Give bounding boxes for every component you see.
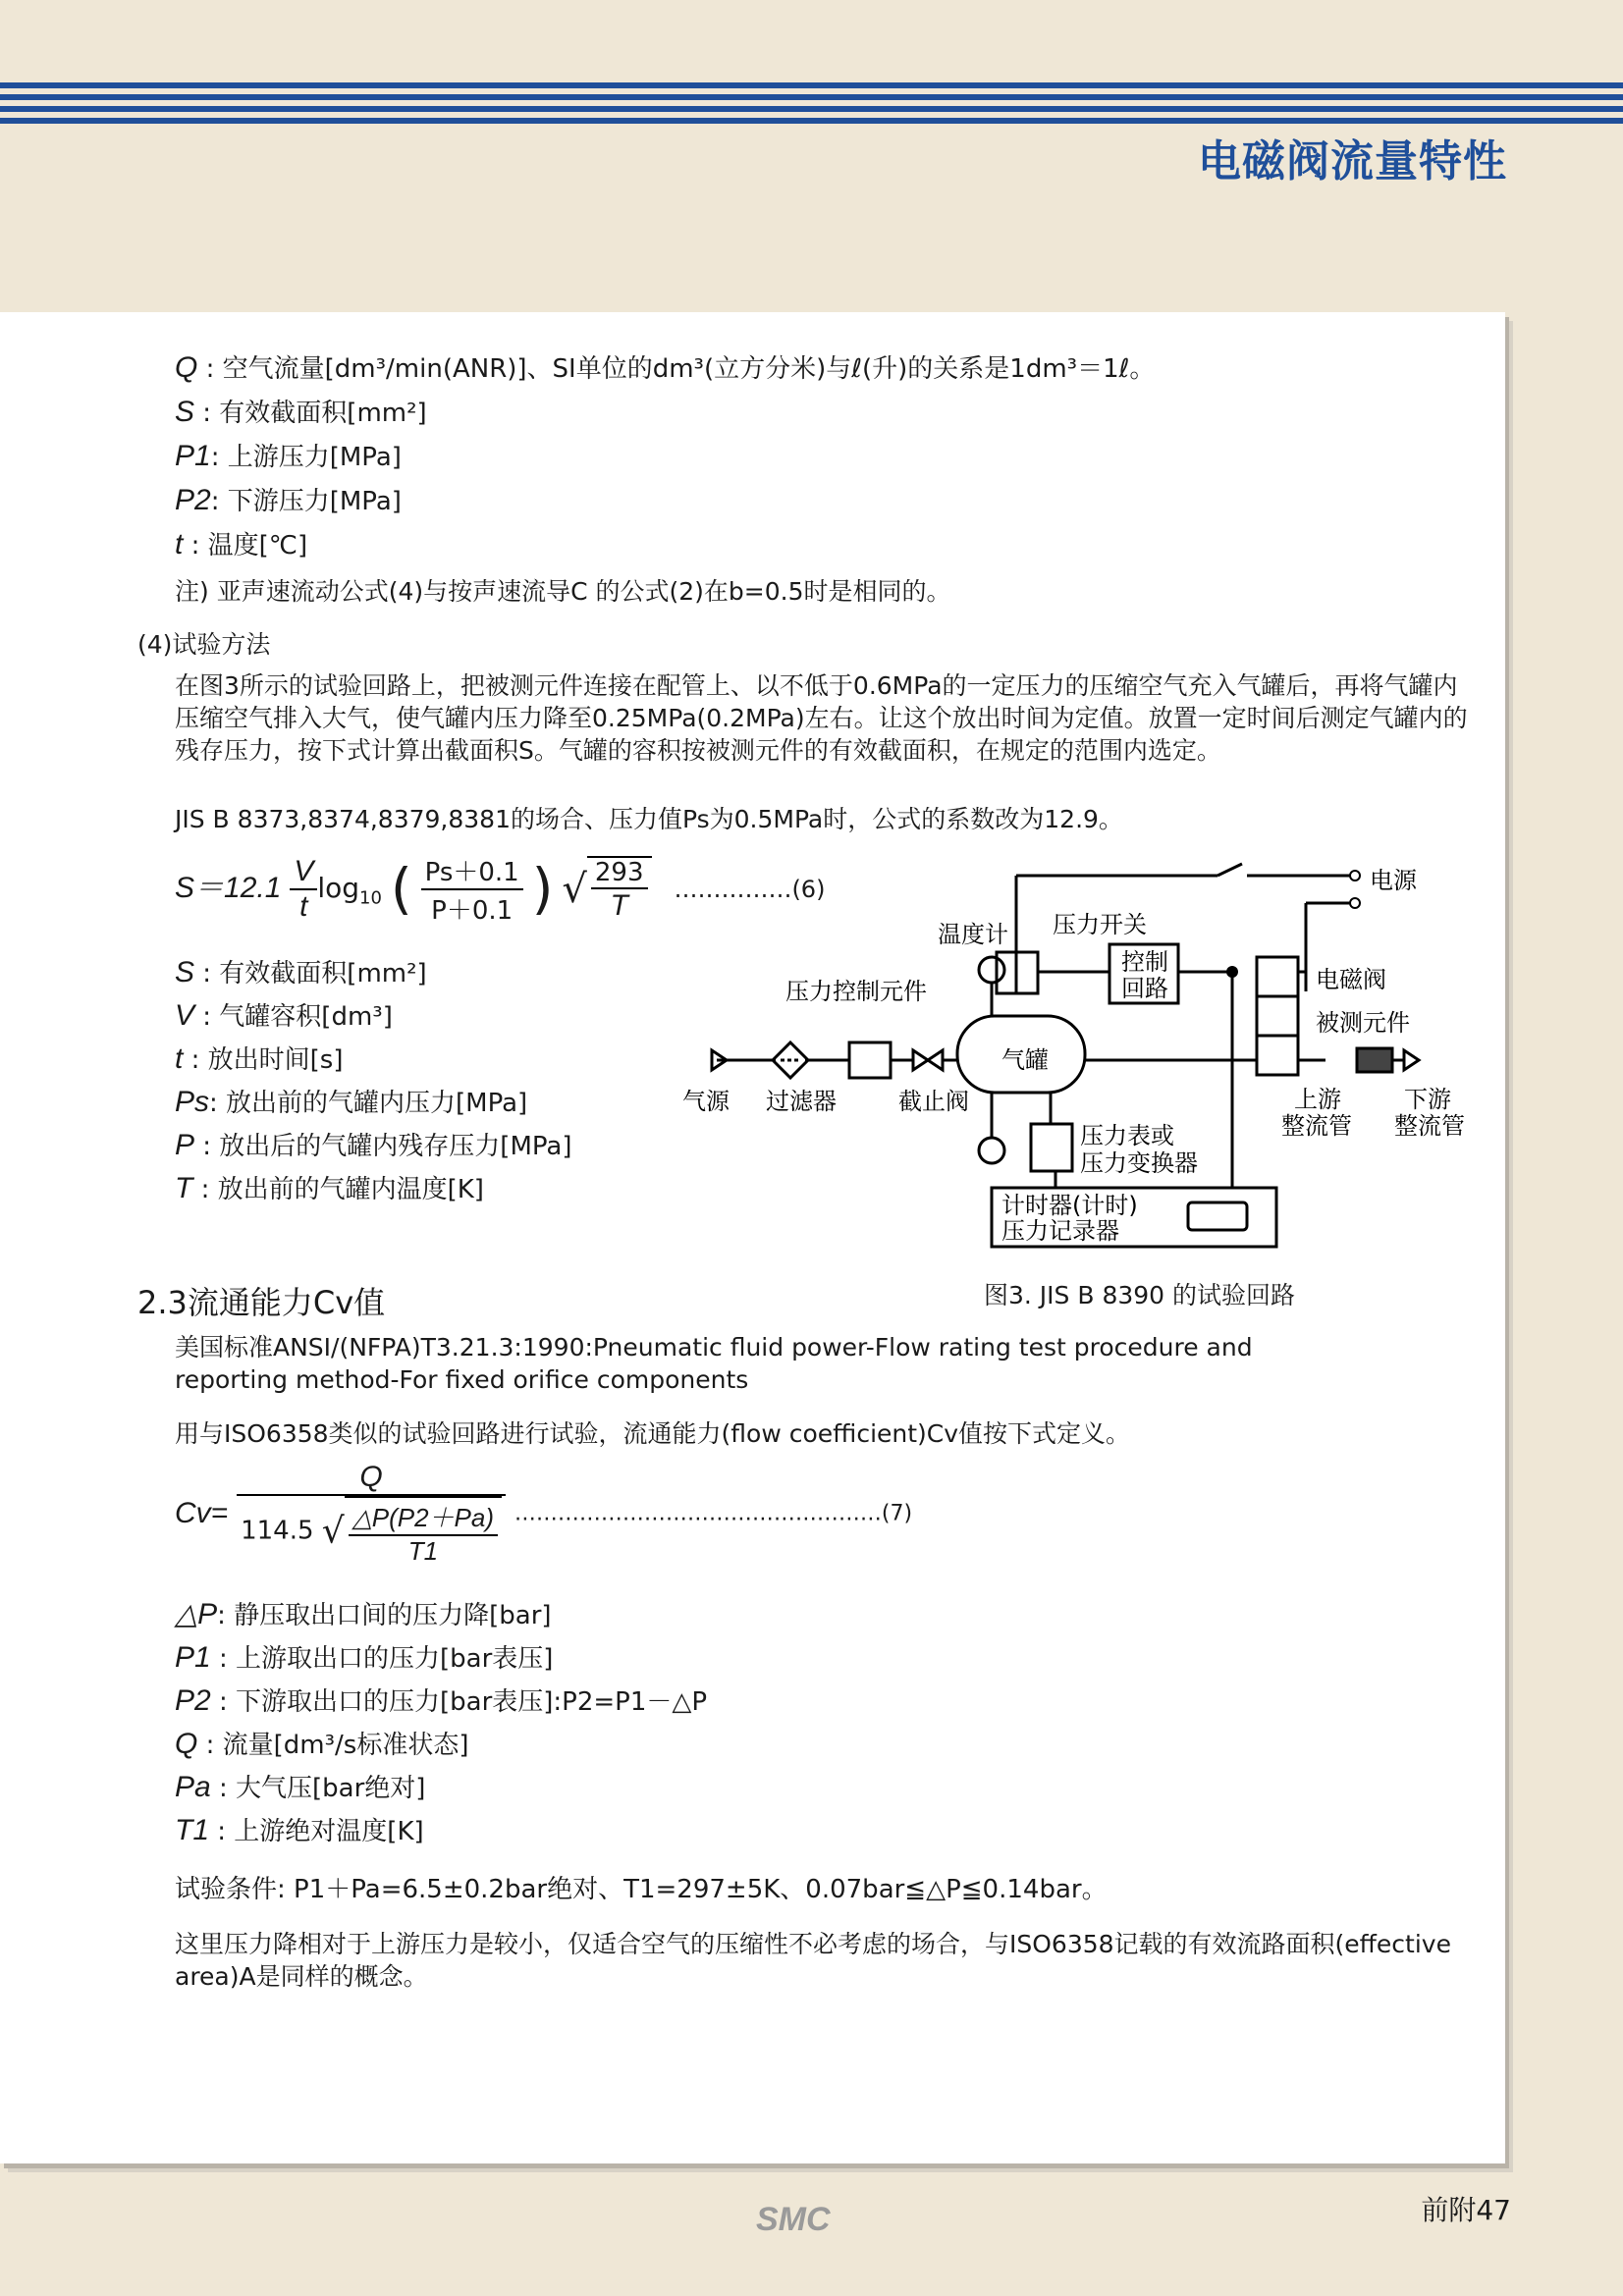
diagram-label-shutoff-valve: 截止阀 <box>898 1088 969 1115</box>
diagram-label-control-2: 回路 <box>1121 975 1168 1002</box>
definition-row <box>175 1172 484 1206</box>
diagram-label-air-source: 气源 <box>682 1088 730 1115</box>
formula-6-number: ……………(6) <box>674 876 826 903</box>
definition-row <box>175 1771 425 1805</box>
definition-row <box>175 999 393 1034</box>
diagram-label-gauge-2: 压力变换器 <box>1080 1149 1198 1177</box>
definition-symbol: t <box>175 528 184 561</box>
diagram-label-pressure-control: 压力控制元件 <box>785 978 927 1005</box>
definition-symbol: △P <box>175 1598 218 1630</box>
definition-symbol: T1 <box>175 1814 210 1846</box>
definition-symbol: T <box>175 1172 193 1204</box>
diagram-label-control-1: 控制 <box>1121 948 1168 976</box>
definition-text: : 上游绝对温度[K] <box>209 1817 424 1846</box>
formula-6-sqrt: $\frac{293}{T}$ <box>587 856 652 923</box>
definition-text: : 大气压[bar绝对] <box>210 1774 426 1803</box>
test-circuit-diagram <box>677 854 1483 1276</box>
formula-6-pressure-ratio: $\frac{Ps+0.1}{P+0.1}$ <box>421 852 523 927</box>
definition-symbol: S <box>175 396 195 428</box>
formula-7-lhs: Cv= <box>175 1497 229 1529</box>
diagram-label-filter: 过滤器 <box>766 1088 837 1115</box>
definition-text: : 气罐容积[dm³] <box>194 1002 393 1032</box>
definition-row <box>175 1684 707 1719</box>
definition-row <box>175 1598 552 1632</box>
diagram-label-timer-1: 计时器(计时) <box>1001 1192 1138 1219</box>
section-4-paragraph: 在图3所示的试验回路上，把被测元件连接在配管上、以不低于0.6MPa的一定压力的压缩空气充入气罐后，再将气罐内压缩空气排入大气，使气罐内压力降至0.25MPa(0.2MPa)左右。让这个放出时间为定值。放置一定时间后测定气罐内的残存压力，按下式计算出截面积S。气罐的容积按被测元件的有效截面积，在规定的范围内选定。 <box>175 671 1468 765</box>
definition-text: : 放出时间[s] <box>183 1045 344 1075</box>
page-number: 前附47 <box>1421 2194 1511 2226</box>
diagram-label-tested-element: 被测元件 <box>1316 1009 1410 1037</box>
definition-text: : 放出前的气罐内压力[MPa] <box>209 1089 528 1118</box>
definition-row <box>175 528 307 562</box>
note-1: 注) 亚声速流动公式(4)与按声速流导C 的公式(2)在b=0.5时是相同的。 <box>175 577 951 606</box>
formula-6-lhs: S＝12.1 <box>175 872 282 904</box>
definition-symbol: Pa <box>175 1771 211 1803</box>
definition-text: : 下游取出口的压力[bar表压]:P2=P1－△P <box>210 1687 708 1717</box>
definition-symbol: P1 <box>175 1641 211 1674</box>
definition-symbol: P <box>175 1129 195 1161</box>
definition-symbol: P1 <box>175 440 211 472</box>
formula-7 <box>175 1461 912 1567</box>
definition-text: : 静压取出口间的压力降[bar] <box>217 1601 552 1630</box>
diagram-label-thermometer: 温度计 <box>938 921 1008 948</box>
definition-row <box>175 1129 571 1163</box>
definition-text: : 放出后的气罐内残存压力[MPa] <box>194 1132 572 1161</box>
definition-text: : 有效截面积[mm²] <box>194 959 427 988</box>
definition-row <box>175 396 427 430</box>
definition-row <box>175 1814 424 1848</box>
diagram-label-tank: 气罐 <box>1001 1046 1049 1074</box>
definition-text: : 上游压力[MPa] <box>210 443 402 472</box>
definition-text: : 下游压力[MPa] <box>210 487 402 516</box>
test-conditions: 试验条件: P1＋Pa=6.5±0.2bar绝对、T1=297±5K、0.07bar≦△P≦0.14bar。 <box>175 1875 1108 1904</box>
smc-logo: SMC <box>756 2201 831 2238</box>
definition-symbol: S <box>175 956 195 988</box>
diagram-label-upstream-2: 整流管 <box>1281 1112 1352 1140</box>
definition-row <box>175 956 427 990</box>
definition-text: : 空气流量[dm³/min(ANR)]、SI单位的dm³(立方分米)与ℓ(升)的关系是1dm³＝1ℓ。 <box>197 354 1156 384</box>
formula-7-number: ……………………………………………(7) <box>514 1501 913 1526</box>
diagram-label-downstream-2: 整流管 <box>1394 1112 1465 1140</box>
header-stripes <box>0 82 1623 130</box>
diagram-label-upstream-1: 上游 <box>1294 1086 1341 1113</box>
closing-paragraph: 这里压力降相对于上游压力是较小，仅适合空气的压缩性不必考虑的场合，与ISO6358记载的有效流路面积(effective area)A是同样的概念。 <box>175 1930 1451 1991</box>
diagram-label-pressure-switch: 压力开关 <box>1053 911 1147 938</box>
formula-6-v-over-t: $\frac{V}{t}$ <box>290 855 317 924</box>
definition-row <box>175 1086 527 1120</box>
definition-row <box>175 1641 553 1676</box>
definition-symbol: V <box>175 999 195 1032</box>
definition-text: : 上游取出口的压力[bar表压] <box>210 1644 554 1674</box>
definition-row <box>175 1728 468 1762</box>
definition-symbol: Ps <box>175 1086 210 1118</box>
section-4-jis-note: JIS B 8373,8374,8379,8381的场合、压力值Ps为0.5MPa时，公式的系数改为12.9。 <box>175 805 1123 833</box>
definition-symbol: Q <box>175 351 198 384</box>
figure-3-caption: 图3. JIS B 8390 的试验回路 <box>984 1281 1296 1309</box>
definition-text: : 流量[dm³/s标准状态] <box>197 1731 469 1760</box>
definition-symbol: P2 <box>175 484 211 516</box>
formula-7-fraction: Q 114.5 √ $\frac{\triangle P(P2+Pa)}{T1}$ <box>237 1461 506 1567</box>
diagram-label-downstream-1: 下游 <box>1404 1086 1451 1113</box>
definition-symbol: P2 <box>175 1684 211 1717</box>
diagram-label-power: 电源 <box>1370 867 1417 894</box>
definition-text: : 温度[℃] <box>183 531 308 561</box>
definition-row <box>175 484 402 518</box>
definition-text: : 有效截面积[mm²] <box>194 399 427 428</box>
page-section-title: 电磁阀流量特性 <box>1198 136 1507 187</box>
definition-symbol: t <box>175 1042 184 1075</box>
definition-text: : 放出前的气罐内温度[K] <box>192 1175 484 1204</box>
section-2-3-intro: 用与ISO6358类似的试验回路进行试验，流通能力(flow coefficient)Cv值按下式定义。 <box>175 1419 1131 1448</box>
diagram-label-gauge-1: 压力表或 <box>1080 1122 1174 1149</box>
section-2-3-standard: 美国标准ANSI/(NFPA)T3.21.3:1990:Pneumatic fluid power-Flow rating test procedure and reporting method-For fixed orifice components <box>175 1333 1253 1394</box>
section-2-3-title: 2.3流通能力Cv值 <box>137 1284 386 1321</box>
diagram-label-timer-2: 压力记录器 <box>1001 1217 1119 1245</box>
definition-symbol: Q <box>175 1728 198 1760</box>
formula-6-log: log <box>317 872 360 904</box>
formula-6: S＝12.1 $\frac{V}{t}$ $\log_{10}$ ( $\frac{Ps+0.1}{P+0.1}$ ) √ $\frac{293}{T}$ ……………(6) <box>175 852 825 927</box>
definition-row <box>175 351 1155 386</box>
definition-row <box>175 1042 343 1077</box>
definition-row <box>175 440 402 474</box>
section-4-title: (4)试验方法 <box>137 630 271 659</box>
diagram-label-solenoid-valve: 电磁阀 <box>1316 966 1386 993</box>
